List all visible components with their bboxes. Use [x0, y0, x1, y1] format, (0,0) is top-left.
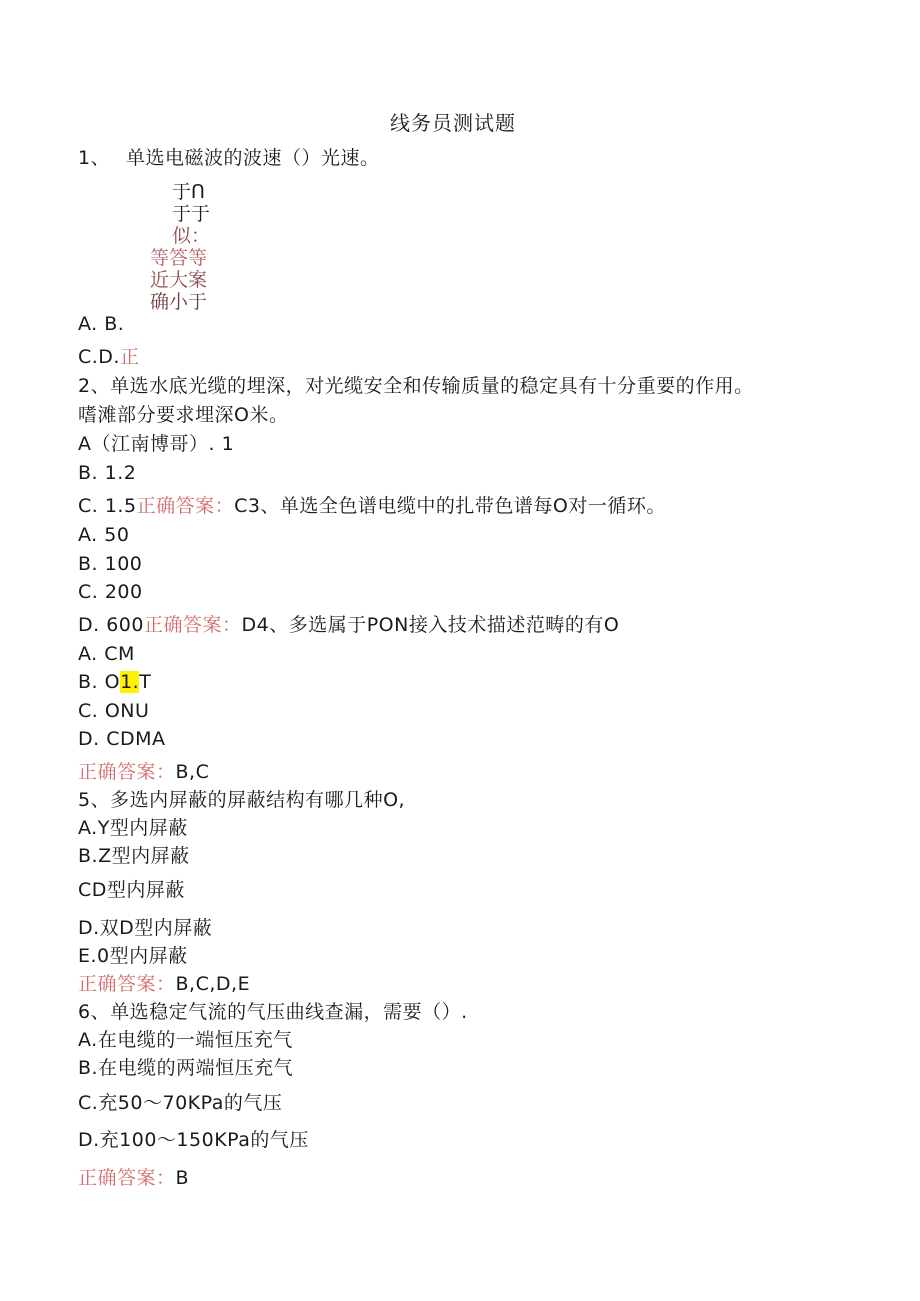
question-4-option-b-suffix: T [139, 671, 152, 693]
question-3-option-d: D. 600 [78, 614, 144, 636]
question-2-option-a: A（江南博哥）. 1 [78, 433, 235, 455]
question-2-stem-line1: 2、单选水底光缆的埋深，对光缆安全和传输质量的稳定具有十分重要的作用。 [78, 375, 754, 397]
question-5-answer-value: B,C,D,E [175, 973, 251, 995]
question-1-scramble-row4: 等答等 [150, 247, 208, 269]
question-5-option-b: B.Z型内屏蔽 [78, 845, 190, 867]
question-5-answer-label: 正确答案： [78, 973, 176, 995]
question-3-option-b: B. 100 [78, 553, 143, 575]
question-5-option-d: D.双D型内屏蔽 [78, 917, 213, 939]
question-1-scramble-row2: 于于 [172, 203, 211, 225]
question-6-option-b: B.在电缆的两端恒压充气 [78, 1057, 294, 1079]
question-2-option-c-and-answer [78, 494, 666, 518]
question-2-answer-label: 正确答案： [136, 495, 235, 517]
question-1-scramble-row5: 近大案 [150, 269, 208, 291]
question-6-option-d: D.充100～150KPa的气压 [78, 1129, 309, 1151]
question-6-option-a: A.在电缆的一端恒压充气 [78, 1029, 293, 1051]
question-1-scramble-row1: 于ᑎ [172, 181, 205, 203]
question-5-option-c: CD型内屏蔽 [78, 879, 185, 901]
question-1-options-cd [78, 345, 140, 369]
question-1-scramble-row3: 似： [172, 225, 211, 247]
question-3-answer-and-question-4-stem: D4、多选属于PON接入技术描述范畴的有O [241, 614, 620, 636]
question-3-option-a: A. 50 [78, 524, 130, 546]
question-2-option-b: B. 1.2 [78, 462, 137, 484]
question-4-option-b [78, 670, 151, 694]
question-2-answer-and-question-3-stem: C3、单选全色谱电缆中的扎带色谱每O对一循环。 [234, 495, 666, 517]
question-4-answer [78, 760, 209, 784]
question-1-options-cd-answer-fragment: 正 [119, 346, 140, 368]
question-4-option-b-prefix: B. O [78, 671, 121, 693]
question-5-option-a: A.Y型内屏蔽 [78, 817, 188, 839]
question-3-answer-label: 正确答案： [143, 614, 242, 636]
question-1-stem: 单选电磁波的波速（）光速。 [126, 147, 380, 169]
question-5-stem: 5、多选内屏蔽的屏蔽结构有哪几种O, [78, 789, 406, 811]
question-3-option-d-and-answer [78, 613, 619, 637]
question-4-option-c: C. ONU [78, 700, 150, 722]
question-6-stem: 6、单选稳定气流的气压曲线查漏，需要（）. [78, 1001, 468, 1023]
question-4-answer-value: B,C [175, 761, 210, 783]
question-4-answer-label: 正确答案： [78, 761, 176, 783]
question-4-option-b-highlight: 1. [120, 671, 140, 693]
question-2-stem-line2: 嗜滩部分要求埋深O米。 [78, 404, 289, 426]
question-4-option-a: A. CM [78, 643, 135, 665]
question-6-answer [78, 1166, 189, 1190]
question-1-options-cd-text: C.D. [78, 346, 120, 368]
question-4-option-d: D. CDMA [78, 728, 166, 750]
question-1-options-ab: A. B. [78, 313, 125, 335]
question-3-option-c: C. 200 [78, 581, 143, 603]
question-1-scramble-row6: 确小于 [150, 291, 208, 313]
question-5-option-e: E.0型内屏蔽 [78, 945, 188, 967]
question-5-answer [78, 972, 250, 996]
question-6-answer-label: 正确答案： [78, 1167, 176, 1189]
question-6-answer-value: B [175, 1167, 190, 1189]
page-title: 线务员测试题 [390, 111, 516, 135]
question-1-number: 1、 [78, 147, 111, 169]
question-6-option-c: C.充50～70KPa的气压 [78, 1092, 283, 1114]
question-2-option-c: C. 1.5 [78, 495, 137, 517]
